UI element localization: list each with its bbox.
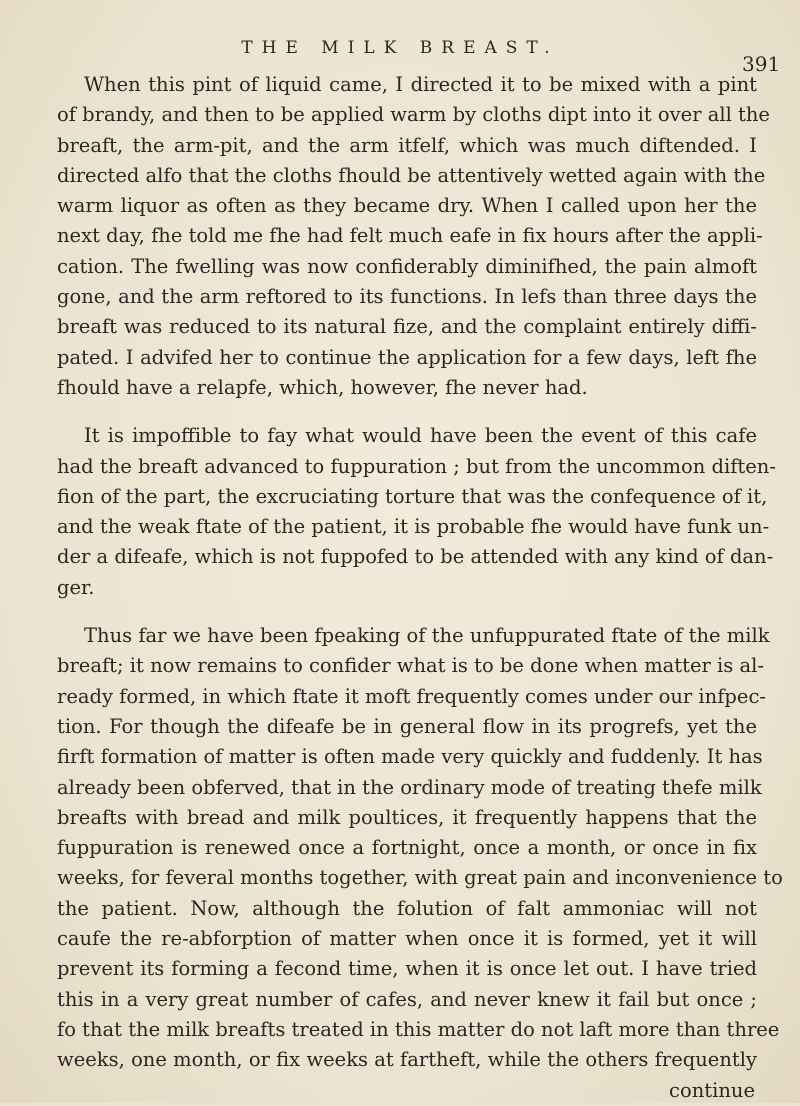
text-line: directed alfo that the cloths fhould be attentively wetted again with the: [57, 163, 766, 187]
text-line: firft formation of matter is often made very quickly and fuddenly. It has: [57, 745, 763, 769]
text-line: had the breaft advanced to fuppuration ; but from the uncommon diften-: [57, 454, 776, 478]
paragraph-1: [57, 70, 770, 403]
paragraph-gap: [57, 403, 757, 421]
text-line: pated. I advifed her to continue the application for a few days, left fhe: [57, 345, 757, 369]
text-line: already been obferved, that in the ordinary mode of treating thefe milk: [57, 775, 762, 799]
text-line: breaft; it now remains to confider what is to be done when matter is al-: [57, 654, 764, 678]
text-line: When this pint of liquid came, I directed it to be mixed with a pint: [84, 73, 757, 96]
text-line: tion. For though the difeafe be in general flow in its progrefs, yet the: [57, 714, 757, 738]
text-line: fo that the milk breafts treated in this matter do not laft more than three: [57, 1017, 780, 1041]
text-line: breaft, the arm-pit, and the arm itfelf, which was much diftended. I: [57, 133, 757, 157]
text-line: breafts with bread and milk poultices, it frequently happens that the: [57, 805, 757, 829]
text-line: weeks, one month, or fix weeks at fartheft, while the others frequently: [57, 1048, 757, 1072]
text-line: ready formed, in which ftate it moft frequently comes under our infpec-: [57, 684, 766, 708]
page-number: 391: [742, 52, 781, 76]
text-line: the patient. Now, although the folution of falt ammoniac will not: [57, 896, 757, 920]
text-line: It is impoffible to fay what would have been the event of this cafe: [84, 424, 757, 448]
text-line: warm liquor as often as they became dry. When I called upon her the: [57, 194, 757, 218]
text-line: of brandy, and then to be applied warm by cloths dipt into it over all the: [57, 103, 770, 127]
text-line: cation. The fwelling was now confiderably diminifhed, the pain almoft: [57, 254, 757, 278]
text-line: caufe the re-abforption of matter when once it is formed, yet it will: [57, 927, 757, 951]
text-line: ger.: [57, 575, 95, 599]
text-line: Thus far we have been fpeaking of the unfuppurated ftate of the milk: [84, 624, 770, 648]
text-line: fhould have a relapfe, which, however, fhe never had.: [57, 375, 588, 399]
text-line: prevent its forming a fecond time, when it is once let out. I have tried: [57, 957, 757, 981]
body-text: [57, 70, 783, 1106]
catchword: continue: [669, 1078, 755, 1102]
text-line: next day, fhe told me fhe had felt much eafe in fix hours after the appli-: [57, 224, 763, 248]
text-line: this in a very great number of cafes, and never knew it fail but once ;: [57, 987, 757, 1011]
text-line: der a difeafe, which is not fuppofed to be attended with any kind of dan-: [57, 545, 774, 569]
paragraph-3: [57, 621, 783, 1075]
paragraph-gap: [57, 603, 757, 621]
text-line: gone, and the arm reftored to its functions. In lefs than three days the: [57, 285, 757, 309]
paragraph-2: [57, 421, 776, 603]
text-line: and the weak ftate of the patient, it is probable fhe would have funk un-: [57, 515, 770, 539]
running-head: THE MILK BREAST.: [241, 38, 559, 58]
text-line: fion of the part, the excruciating torture that was the confequence of it,: [57, 484, 768, 508]
text-line: fuppuration is renewed once a fortnight, once a month, or once in fix: [57, 836, 757, 860]
text-line: weeks, for feveral months together, with great pain and inconvenience to: [57, 866, 783, 890]
text-line: breaft was reduced to its natural fize, and the complaint entirely diffi-: [57, 315, 757, 339]
